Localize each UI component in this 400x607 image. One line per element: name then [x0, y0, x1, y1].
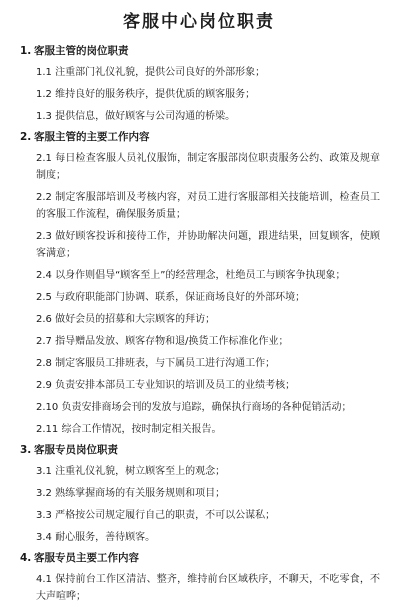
list-item: 1.2 维持良好的服务秩序，提供优质的顾客服务； — [36, 89, 256, 100]
section-1 — [18, 44, 380, 125]
section-4 — [18, 551, 380, 605]
list-item: 2.9 负责安排本部员工专业知识的培训及员工的业绩考核； — [36, 380, 296, 391]
section-heading-text: 客服主管的岗位职责 — [34, 45, 129, 57]
list-item: 1.1 注重部门礼仪礼貌，提供公司良好的外部形象； — [36, 67, 266, 78]
section-heading-text: 客服专员主要工作内容 — [34, 552, 139, 564]
section-number: 2. — [20, 131, 32, 143]
list-item: 2.7 指导赠品发放、顾客存物和退/换货工作标准化作业； — [36, 336, 289, 347]
list-item: 2.5 与政府职能部门协调、联系，保证商场良好的外部环境； — [36, 292, 306, 303]
list-item: 3.4 耐心服务，善待顾客。 — [36, 532, 156, 543]
section-3 — [18, 443, 380, 546]
list-item: 1.3 提供信息，做好顾客与公司沟通的桥梁。 — [36, 111, 236, 122]
list-item: 4.1 保持前台工作区清洁、整齐，维持前台区域秩序，不聊天，不吃零食，不大声喧哗； — [36, 574, 380, 602]
list-item: 2.10 负责安排商场会刊的发放与追踪，确保执行商场的各种促销活动； — [36, 402, 352, 413]
section-heading — [18, 44, 380, 58]
list-item: 2.2 制定客服部培训及考核内容，对员工进行客服部相关技能培训，检查员工的客服工作流程，确保服务质量； — [36, 192, 380, 220]
list-item: 2.8 制定客服员工排班表，与下属员工进行沟通工作； — [36, 358, 276, 369]
section-number: 1. — [20, 45, 32, 57]
section-heading-text: 客服主管的主要工作内容 — [34, 131, 150, 143]
list-item: 2.11 综合工作情况，按时制定相关报告。 — [36, 424, 222, 435]
section-heading — [18, 551, 380, 565]
list-item: 2.4 以身作则倡导“顾客至上”的经营理念，杜绝员工与顾客争执现象； — [36, 270, 346, 281]
list-item: 3.2 熟练掌握商场的有关服务规则和项目； — [36, 488, 226, 499]
list-item: 3.3 严格按公司规定履行自己的职责，不可以公谋私； — [36, 510, 276, 521]
section-2 — [18, 130, 380, 438]
document-title: 客服中心岗位职责 — [123, 12, 275, 32]
section-heading — [18, 130, 380, 144]
section-heading-text: 客服专员岗位职责 — [34, 444, 118, 456]
section-number: 4. — [20, 552, 32, 564]
section-heading — [18, 443, 380, 457]
list-item: 3.1 注重礼仪礼貌，树立顾客至上的观念； — [36, 466, 226, 477]
list-item: 2.1 每日检查客服人员礼仪服饰，制定客服部岗位职责服务公约、政策及规章制度； — [36, 153, 380, 181]
list-item: 2.3 做好顾客投诉和接待工作，并协助解决问题，跟进结果，回复顾客，使顾客满意； — [36, 231, 380, 259]
list-item: 2.6 做好会员的招募和大宗顾客的拜访； — [36, 314, 216, 325]
section-number: 3. — [20, 444, 32, 456]
